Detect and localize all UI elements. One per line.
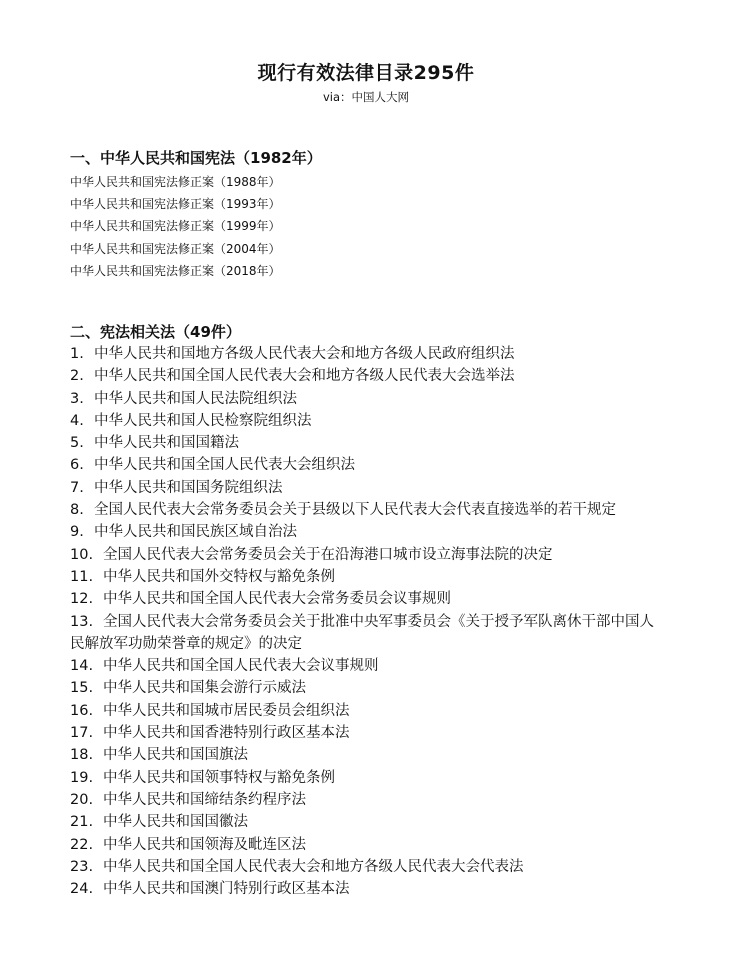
list-item [70, 789, 670, 811]
item-number: 17. [70, 725, 94, 742]
item-number: 1. [70, 346, 84, 362]
item-text: 中华人民共和国城市居民委员会组织法 [103, 702, 350, 719]
item-number: 3. [70, 390, 84, 407]
item-number: 5. [70, 435, 84, 452]
list-item [70, 834, 670, 856]
item-number: 9. [70, 524, 84, 541]
item-number: 23. [70, 858, 94, 875]
list-item: 中华人民共和国宪法修正案（1988年） [70, 175, 281, 189]
list-item [70, 388, 670, 410]
item-text: 中华人民共和国澳门特别行政区基本法 [103, 881, 350, 898]
page-title: 现行有效法律目录295件 [257, 62, 475, 84]
item-number: 2. [70, 368, 84, 385]
item-number: 6. [70, 457, 84, 474]
list-item [70, 410, 670, 432]
list-item [70, 432, 670, 454]
list-item [70, 477, 670, 499]
item-number: 10. [70, 546, 94, 563]
item-text: 中华人民共和国香港特别行政区基本法 [103, 725, 350, 742]
list-item [70, 655, 670, 677]
item-number: 8. [70, 502, 84, 519]
item-text: 全国人民代表大会常务委员会关于批准中央军事委员会《关于授予军队离休干部中国人民解放军功勋荣誉章的规定》的决定 [70, 613, 654, 652]
item-number: 24. [70, 881, 94, 898]
list-item [70, 677, 670, 699]
item-text: 全国人民代表大会常务委员会关于在沿海港口城市设立海事法院的决定 [103, 546, 553, 563]
item-number: 15. [70, 680, 94, 697]
list-item [70, 343, 670, 365]
item-number: 11. [70, 568, 94, 585]
list-item [70, 499, 660, 521]
item-text: 中华人民共和国全国人民代表大会和地方各级人民代表大会选举法 [94, 368, 515, 385]
item-text: 中华人民共和国全国人民代表大会常务委员会议事规则 [103, 591, 451, 608]
amendment-list [70, 171, 281, 282]
item-number: 13. [70, 613, 94, 630]
list-item [70, 700, 670, 722]
list-item: 中华人民共和国宪法修正案（2004年） [70, 241, 281, 256]
item-text: 中华人民共和国外交特权与豁免条例 [103, 568, 335, 585]
list-item [70, 722, 670, 744]
item-text: 中华人民共和国地方各级人民代表大会和地方各级人民政府组织法 [94, 346, 515, 362]
item-text: 中华人民共和国集会游行示威法 [103, 680, 306, 697]
section-heading-constitution: 一、中华人民共和国宪法（1982年） [70, 149, 322, 167]
item-number: 21. [70, 814, 94, 831]
item-number: 16. [70, 702, 94, 719]
list-item [70, 566, 670, 588]
law-list [70, 343, 670, 900]
item-text: 全国人民代表大会常务委员会关于县级以下人民代表大会代表直接选举的若干规定 [94, 502, 616, 519]
item-text: 中华人民共和国民族区域自治法 [94, 524, 297, 541]
item-text: 中华人民共和国全国人民代表大会和地方各级人民代表大会代表法 [103, 858, 524, 875]
list-item: 中华人民共和国宪法修正案（2018年） [70, 263, 281, 278]
item-number: 4. [70, 412, 84, 429]
item-text: 中华人民共和国全国人民代表大会议事规则 [103, 658, 379, 675]
list-item: 中华人民共和国宪法修正案（1999年） [70, 219, 281, 234]
item-number: 20. [70, 791, 94, 808]
item-text: 中华人民共和国国徽法 [103, 814, 248, 831]
list-item [70, 454, 670, 476]
list-item [70, 811, 670, 833]
list-item [70, 611, 660, 656]
item-text: 中华人民共和国人民法院组织法 [94, 390, 297, 407]
item-text: 中华人民共和国缔结条约程序法 [103, 791, 306, 808]
item-text: 中华人民共和国全国人民代表大会组织法 [94, 457, 355, 474]
source-line: via：中国人大网 [322, 90, 410, 104]
list-item [70, 767, 670, 789]
list-item [70, 878, 670, 900]
section-heading-constitution-related-laws: 二、宪法相关法（49件） [70, 323, 241, 341]
list-item: 中华人民共和国宪法修正案（1993年） [70, 197, 281, 212]
item-number: 7. [70, 479, 84, 496]
list-item [70, 856, 670, 878]
list-item [70, 744, 670, 766]
item-number: 14. [70, 658, 94, 675]
list-item [70, 588, 670, 610]
list-item [70, 521, 670, 543]
item-number: 19. [70, 769, 94, 786]
item-text: 中华人民共和国领海及毗连区法 [103, 836, 306, 853]
list-item [70, 544, 670, 566]
item-number: 18. [70, 747, 94, 764]
item-text: 中华人民共和国国旗法 [103, 747, 248, 764]
item-text: 中华人民共和国国务院组织法 [94, 479, 283, 496]
item-text: 中华人民共和国领事特权与豁免条例 [103, 769, 335, 786]
item-number: 22. [70, 836, 94, 853]
item-text: 中华人民共和国国籍法 [94, 435, 239, 452]
item-number: 12. [70, 591, 94, 608]
item-text: 中华人民共和国人民检察院组织法 [94, 412, 312, 429]
list-item [70, 365, 670, 387]
